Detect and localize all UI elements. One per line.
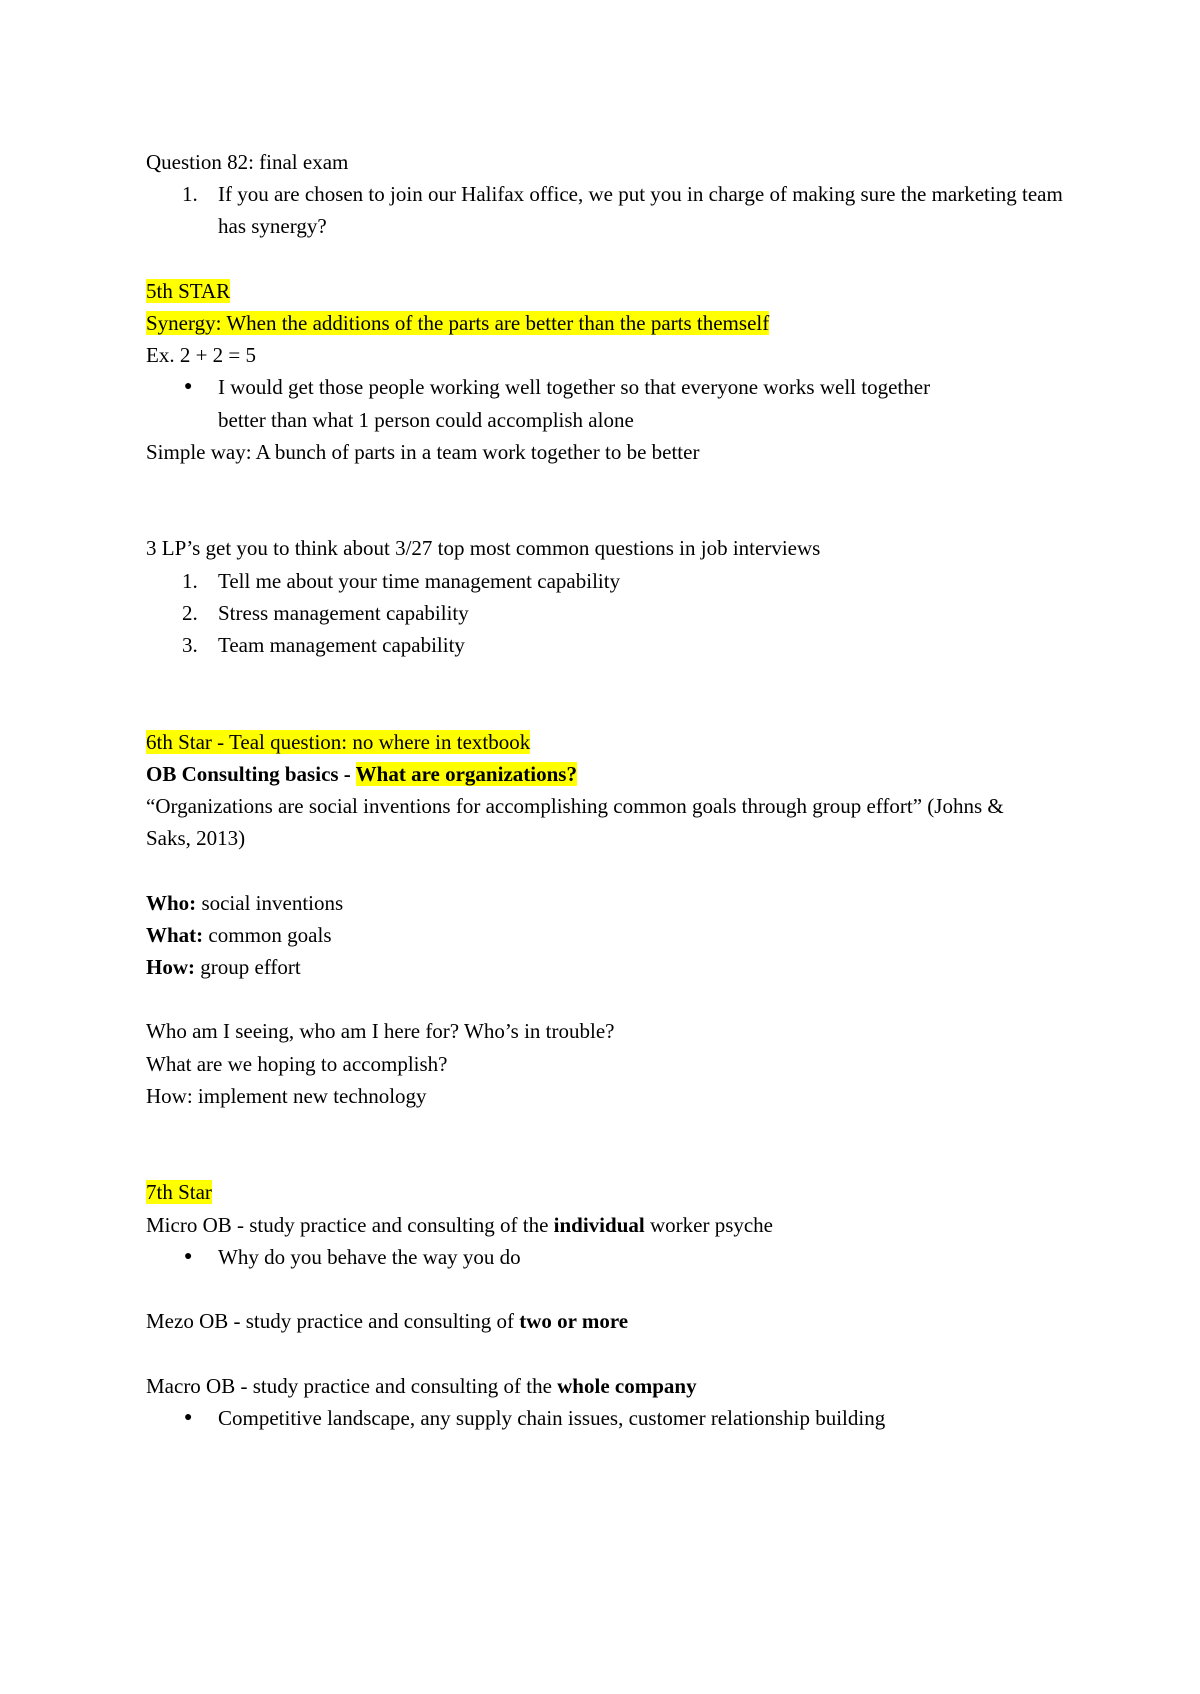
macro-ob-line [146, 1370, 1066, 1402]
macro-ob-bold: whole company [557, 1373, 697, 1398]
spacer [146, 983, 1066, 1015]
synergy-bullets [146, 371, 1066, 435]
list-number: 1. [182, 182, 198, 207]
spacer [146, 854, 1066, 886]
ob-basics-prefix: OB Consulting basics - [146, 761, 356, 786]
list-item-text: If you are chosen to join our Halifax office, we put you in charge of making sure the marketing team has synergy? [218, 182, 1063, 239]
synergy-example: Ex. 2 + 2 = 5 [146, 343, 257, 368]
star-label-5: 5th STAR [146, 278, 231, 303]
lps-heading: 3 LP’s get you to think about 3/27 top most common questions in job interviews [146, 536, 821, 561]
list-item-text: I would get those people working well together so that everyone works well together better than what 1 person could accomplish alone [218, 375, 931, 432]
how-label: How: [146, 955, 195, 980]
micro-ob-bold: individual [553, 1212, 645, 1237]
list-item [146, 565, 1066, 597]
micro-ob-prefix: Micro OB - study practice and consulting of the [146, 1212, 554, 1237]
star-label-6: 6th Star - Teal question: no where in textbook [146, 729, 531, 754]
question-list [146, 178, 1066, 242]
list-item [146, 597, 1066, 629]
spacer [146, 1337, 1066, 1369]
list-number: 3. [182, 633, 198, 658]
bullet-icon: ● [184, 1248, 193, 1264]
spacer [146, 468, 1066, 532]
list-item [146, 1402, 1066, 1434]
who-text: social inventions [196, 890, 344, 915]
list-item-text: Stress management capability [218, 600, 469, 625]
list-item-text: Tell me about your time management capability [218, 568, 621, 593]
mezo-ob-bold: two or more [519, 1309, 629, 1334]
list-item [146, 178, 1066, 242]
micro-ob-suffix: worker psyche [644, 1212, 774, 1237]
what-text: common goals [203, 922, 332, 947]
who-label: Who: [146, 890, 197, 915]
consulting-question-2: What are we hoping to accomplish? [146, 1051, 448, 1076]
list-number: 1. [182, 568, 198, 593]
bullet-icon: ● [184, 1409, 193, 1425]
ob-basics-highlight: What are organizations? [355, 761, 577, 786]
list-item [146, 1241, 1066, 1273]
bullet-icon: ● [184, 379, 193, 395]
who-line [146, 887, 1066, 919]
list-item-text: Why do you behave the way you do [218, 1244, 521, 1269]
spacer [146, 1112, 1066, 1176]
ob-basics-heading [146, 758, 1066, 790]
list-item [146, 629, 1066, 661]
macro-ob-bullets [146, 1402, 1066, 1434]
question-heading: Question 82: final exam [146, 150, 349, 174]
list-item-text: Team management capability [218, 633, 465, 658]
consulting-question-3: How: implement new technology [146, 1083, 427, 1108]
micro-ob-bullets [146, 1241, 1066, 1273]
organizations-quote: “Organizations are social inventions for accomplishing common goals through group effort” (Johns & Saks, 2013) [146, 794, 1004, 851]
spacer [146, 1273, 1066, 1305]
star-label-7: 7th Star [146, 1180, 212, 1205]
macro-ob-prefix: Macro OB - study practice and consulting of the [146, 1373, 558, 1398]
list-item [146, 371, 1066, 435]
how-text: group effort [195, 955, 301, 980]
micro-ob-line [146, 1209, 1066, 1241]
what-label: What: [146, 922, 204, 947]
spacer [146, 243, 1066, 275]
mezo-ob-line [146, 1305, 1066, 1337]
lps-list [146, 565, 1066, 662]
synergy-definition: Synergy: When the additions of the parts are better than the parts themself [146, 311, 770, 335]
document-body [146, 146, 1066, 1434]
list-number: 2. [182, 600, 198, 625]
how-line [146, 951, 1066, 983]
spacer [146, 661, 1066, 725]
consulting-question-1: Who am I seeing, who am I here for? Who’s in trouble? [146, 1019, 615, 1044]
simple-way: Simple way: A bunch of parts in a team work together to be better [146, 439, 700, 464]
list-item-text: Competitive landscape, any supply chain issues, customer relationship building [218, 1405, 886, 1430]
what-line [146, 919, 1066, 951]
mezo-ob-prefix: Mezo OB - study practice and consulting of [146, 1309, 520, 1334]
